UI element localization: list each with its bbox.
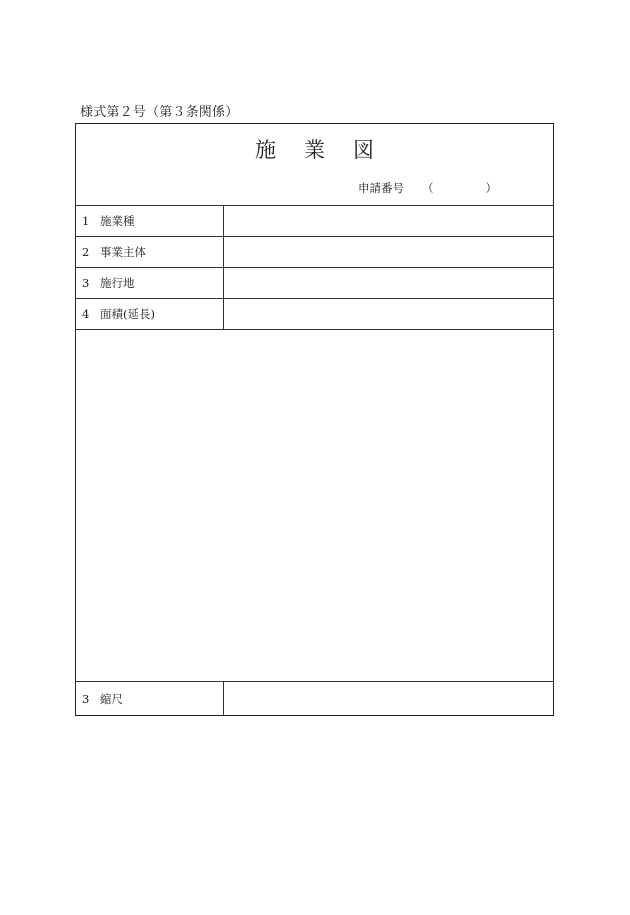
row-label [76,268,224,298]
row-scale [76,681,553,715]
application-number-label: 申請番号 [358,181,404,195]
row-label-text: 施業種 [100,214,135,228]
scale-field[interactable] [224,682,553,715]
row-number: 2 [82,245,90,259]
area-field[interactable] [224,299,553,329]
application-number-open: （ [422,181,434,195]
row-label [76,682,224,715]
form-table [75,123,554,716]
row-number: 1 [82,214,90,228]
row-label-text: 縮尺 [100,691,123,706]
row-number: 3 [82,691,90,706]
row-number: 3 [82,276,90,290]
row-operator [76,236,553,267]
row-label-text: 面積(延長) [100,307,155,321]
row-label-text: 事業主体 [100,245,146,259]
row-practice-type [76,205,553,236]
row-area [76,298,553,329]
form-number-label: 様式第２号（第３条関係） [80,105,239,120]
drawing-area[interactable] [76,329,553,681]
operator-field[interactable] [224,237,553,267]
row-label [76,299,224,329]
practice-type-field[interactable] [224,206,553,236]
application-number [358,180,497,196]
row-label [76,206,224,236]
location-field[interactable] [224,268,553,298]
row-label [76,237,224,267]
row-label-text: 施行地 [100,276,135,290]
row-number: 4 [82,307,90,321]
application-number-close: ） [485,181,497,195]
row-location [76,267,553,298]
document-title: 施業図 [255,138,402,162]
